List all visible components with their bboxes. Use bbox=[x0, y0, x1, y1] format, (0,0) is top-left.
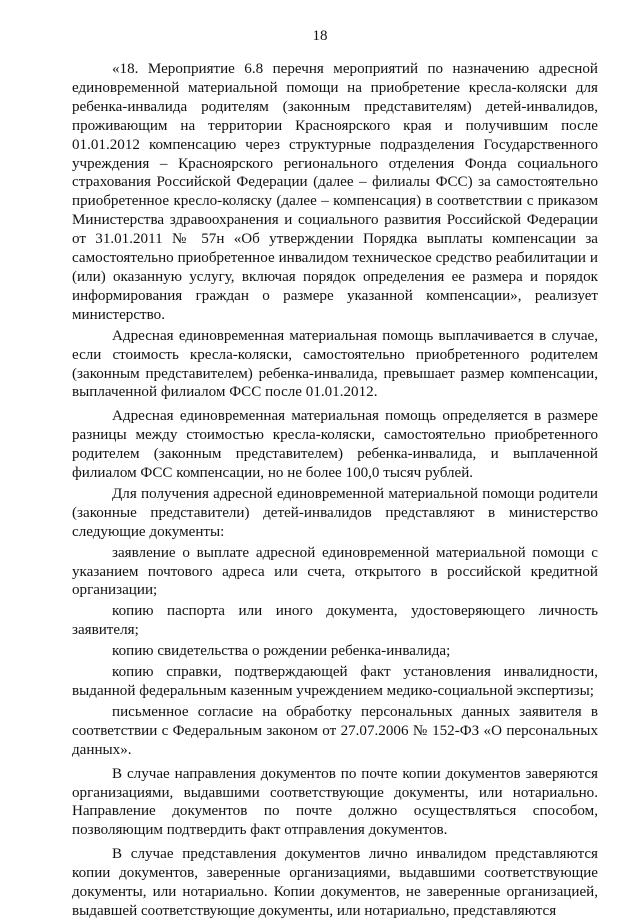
paragraph-payment-amount: Адресная единовременная материальная помощь определяется в размере разницы между стоимостью кресла-коляски, самостоятельно приобретенного родителем (законным представителем) ребенка-инвалида, и выплаченной филиалом ФСС компенсации, но не более 100,0 тысяч рублей. bbox=[72, 408, 598, 482]
page-number: 18 bbox=[312, 28, 328, 44]
list-item-disability-certificate: копию справки, подтверждающей факт установления инвалидности, выданной федеральным казенным учреждением медико-социальной экспертизы; bbox=[72, 664, 598, 699]
list-item-data-consent: письменное согласие на обработку персональных данных заявителя в соответствии с Федеральным законом от 27.07.2006 № 152-ФЗ «О персональных данных». bbox=[72, 703, 598, 758]
paragraph-measure-description: «18. Мероприятие 6.8 перечня мероприятий по назначению адресной единовременной материальной помощи на приобретение кресла-коляски для ребенка-инвалида родителям (законным представителям) детей-инвалидов, проживающим на территории Красноярского края и получившим после 01.01.2012 компенсацию через структурные подразделения Государственного учреждения – Красноярского регионального отделения Фонда социального страхования Российской Федерации (далее – филиалы ФСС) за самостоятельно приобретенное кресло-коляску (далее – компенсация) в соответствии с приказом Министерства здравоохранения и социального развития Российской Федерации от 31.01.2011 № 57н «Об утверждении Порядка выплаты компенсации за самостоятельно приобретенное инвалидом техническое средство реабилитации и (или) оказанную услугу, включая порядок определения ее размера и порядок информирования граждан о размере указанной компенсации», реализует министерство. bbox=[72, 61, 598, 323]
paragraph-personal-submission: В случае представления документов лично инвалидом представляются копии документов, заверенные организациями, выдавшими соответствующие документы, или нотариально. Копии документов, не заверенные организацией, выдавшей соответствующие документы, или нотариально, представляются bbox=[72, 846, 598, 919]
paragraph-postal-submission: В случае направления документов по почте копии документов заверяются организациями, выдавшими соответствующие документы, или нотариально. Направление документов по почте должно осуществляться способом, позволяющим подтвердить факт отправления документов. bbox=[72, 765, 598, 839]
list-item-application: заявление о выплате адресной единовременной материальной помощи с указанием почтового адреса или счета, открытого в российской кредитной организации; bbox=[72, 544, 598, 599]
paragraph-payment-condition: Адресная единовременная материальная помощь выплачивается в случае, если стоимость кресла-коляски, самостоятельно приобретенного родителем (законным представителем) ребенка-инвалида, превышает размер компенсации, выплаченной филиалом ФСС после 01.01.2012. bbox=[72, 327, 598, 401]
paragraph-documents-intro: Для получения адресной единовременной материальной помощи родители (законные представители) детей-инвалидов представляют в министерство следующие документы: bbox=[72, 485, 598, 540]
list-item-passport-copy: копию паспорта или иного документа, удостоверяющего личность заявителя; bbox=[72, 603, 598, 639]
document-body bbox=[72, 60, 598, 921]
list-item-birth-certificate: копию свидетельства о рождении ребенка-инвалида; bbox=[112, 643, 451, 660]
